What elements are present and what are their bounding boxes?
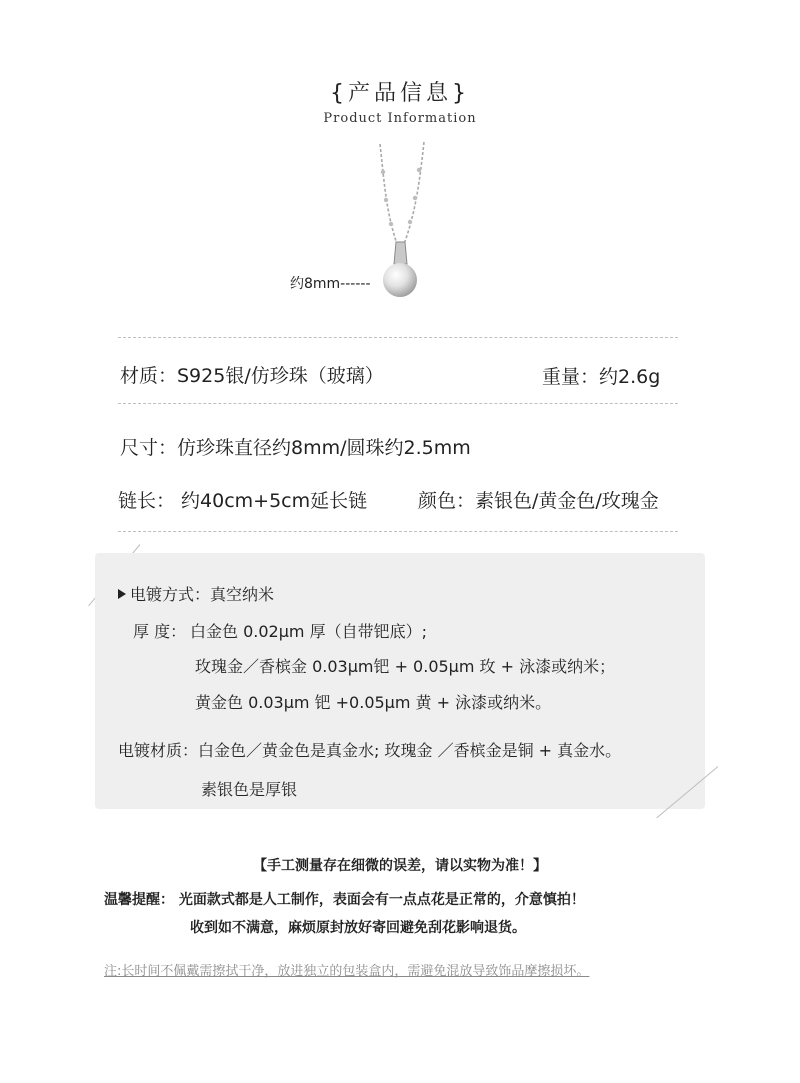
measurement-notice: 【手工测量存在细微的误差，请以实物为准！】: [253, 858, 547, 874]
thickness-line: 玫瑰金／香槟金 0.03μm钯 + 0.05μm 玫 + 泳漆或纳米；: [195, 657, 616, 676]
plating-method-text: 电镀方式：真空纳米: [130, 585, 275, 604]
reminder-text: 收到如不满意，麻烦原封放好寄回避免刮花影响退货。: [190, 920, 526, 936]
plating-material: 素银色是厚银: [201, 780, 298, 799]
divider: [118, 337, 678, 338]
page-title: {产品信息}: [330, 81, 470, 106]
weight-spec: 重量：约2.6g: [542, 366, 661, 388]
reminder-text: 温馨提醒： 光面款式都是人工制作，表面会有一点点花是正常的，介意慎拍！: [104, 892, 585, 908]
thickness-label: 厚 度：: [133, 622, 187, 641]
material-spec: 材质：S925银/仿珍珠（玻璃）: [120, 365, 384, 387]
divider: [118, 531, 678, 532]
chain-length-spec: 链长： 约40cm+5cm延长链: [118, 490, 368, 512]
divider: [118, 403, 678, 404]
thickness-line: 黄金色 0.03μm 钯 +0.05μm 黄 + 泳漆或纳米。: [195, 693, 552, 712]
plating-method: [118, 582, 274, 605]
plating-material: 电镀材质：白金色／黄金色是真金水; 玫瑰金 ／香槟金是铜 + 真金水。: [118, 741, 622, 760]
color-spec: 颜色：素银色/黄金色/玫瑰金: [418, 490, 659, 512]
thickness-line: 白金色 0.02μm 厚（自带钯底）;: [190, 622, 427, 641]
page-subtitle: Product Information: [323, 111, 477, 126]
size-spec: 尺寸：仿珍珠直径约8mm/圆珠约2.5mm: [120, 437, 471, 459]
bullet-triangle-icon: [118, 589, 126, 599]
care-note: 注:长时间不佩戴需擦拭干净，放进独立的包装盒内，需避免混放导致饰品摩擦损坏。: [104, 964, 590, 979]
dimension-label: 约8mm------: [290, 276, 371, 292]
